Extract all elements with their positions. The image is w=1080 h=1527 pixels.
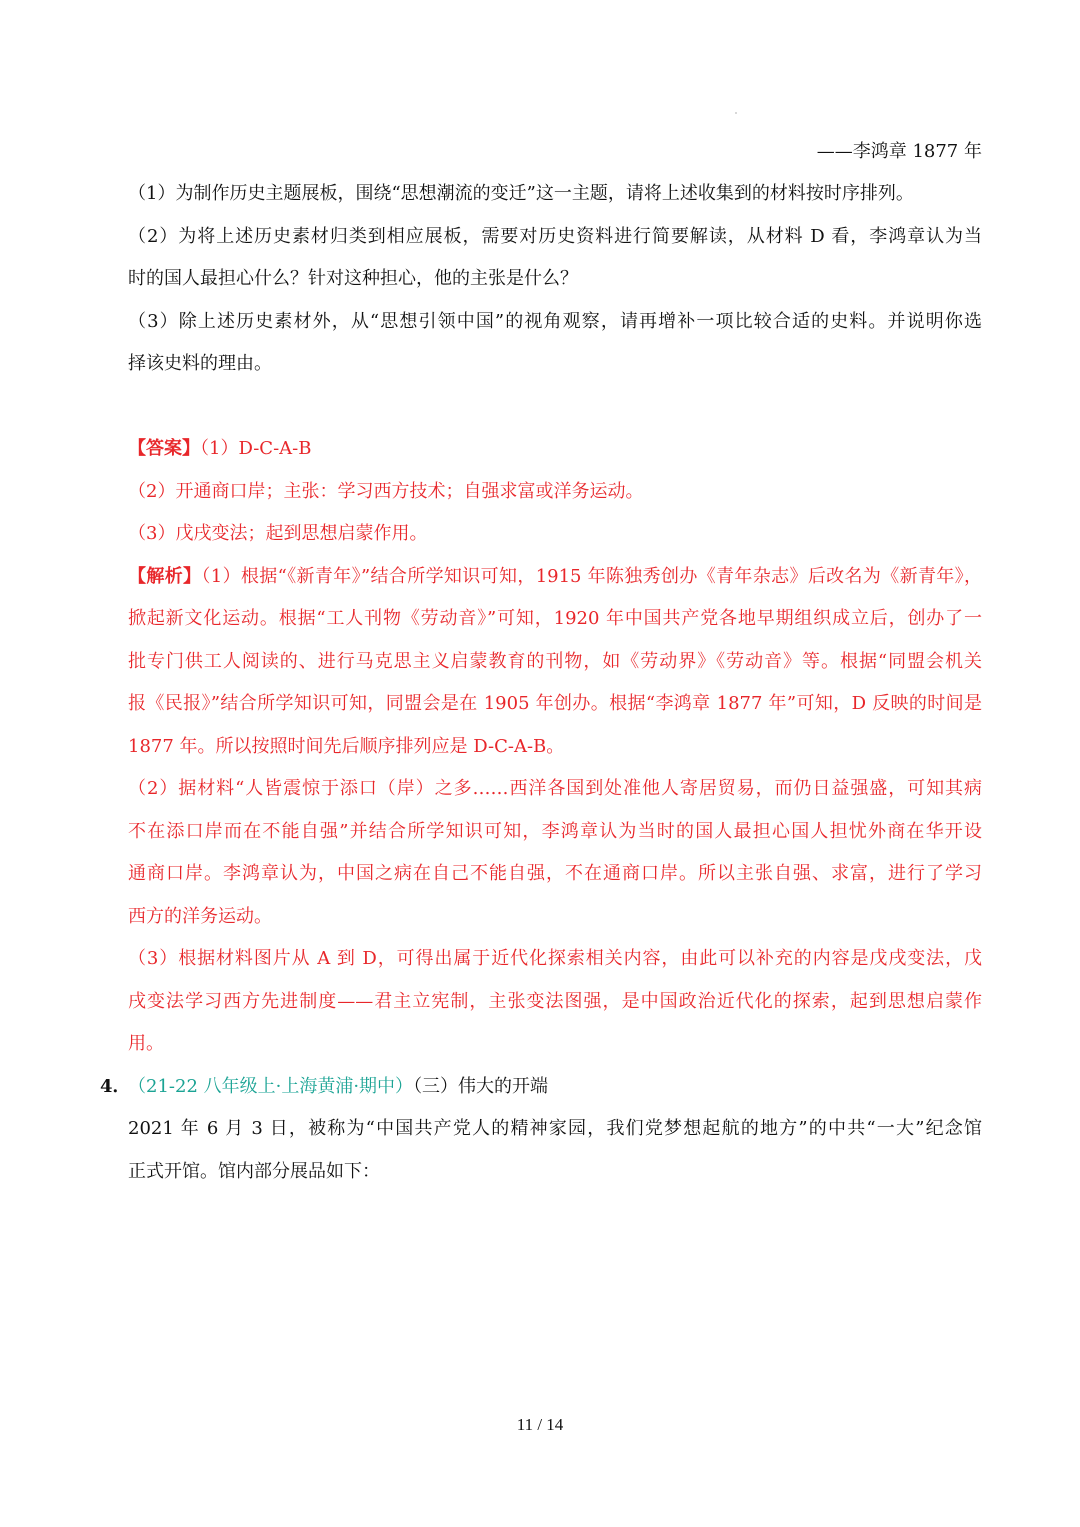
analysis-p2-line-2: 不在添口岸而在不能自强”并结合所学知识可知，李鸿章认为当时的国人最担心国人担忧外商在华开设 — [128, 821, 982, 842]
question-4-number: 4． — [100, 1076, 131, 1097]
analysis-label: 【解析】 — [128, 566, 202, 587]
analysis-p1-line-4: 报《民报》”结合所学知识可知，同盟会是在 1905 年创办。根据“李鸿章 1877 年”可知，D 反映的时间是 — [128, 693, 982, 714]
analysis-p3-line-1: （3）根据材料图片从 A 到 D，可得出属于近代化探索相关内容，由此可以补充的内容是戊戌变法，戊 — [128, 948, 982, 969]
question-4-line-1: 2021 年 6 月 3 日，被称为“中国共产党人的精神家园，我们党梦想起航的地方”的中共“一大”纪念馆 — [128, 1118, 982, 1139]
answer-label: 【答案】 — [128, 438, 200, 459]
question-4-header — [128, 1075, 982, 1099]
question-4-line-2: 正式开馆。馆内部分展品如下： — [128, 1161, 380, 1182]
analysis-p1-line-1-text: （1）根据“《新青年》”结合所学知识可知，1915 年陈独秀创办《青年杂志》后改名为《新青年》， — [201, 566, 983, 587]
answer-part-3: （3）戊戌变法；起到思想启蒙作用。 — [128, 523, 428, 544]
analysis-p3-line-3: 用。 — [128, 1033, 164, 1054]
analysis-p1-line-3: 批专门供工人阅读的、进行马克思主义启蒙教育的刊物，如《劳动界》《劳动音》等。根据“同盟会机关 — [128, 651, 982, 672]
analysis-p1-line-5: 1877 年。所以按照时间先后顺序排列应是 D-C-A-B。 — [128, 736, 565, 757]
analysis-p3-line-2: 戌变法学习西方先进制度——君主立宪制，主张变法图强，是中国政治近代化的探索，起到思想启蒙作 — [128, 991, 982, 1012]
analysis-p1-line-1 — [128, 565, 982, 589]
answer-part-1: （1）D-C-A-B — [200, 438, 312, 459]
question-part-1: （1）为制作历史主题展板，围绕“思想潮流的变迁”这一主题，请将上述收集到的材料按时序排列。 — [128, 183, 914, 204]
analysis-p2-line-3: 通商口岸。李鸿章认为，中国之病在自己不能自强，不在通商口岸。所以主张自强、求富，进行了学习 — [128, 863, 982, 884]
question-part-3-line-2: 择该史料的理由。 — [128, 353, 272, 374]
question-4-title: （三）伟大的开端 — [413, 1076, 549, 1097]
answer-part-2: （2）开通商口岸；主张：学习西方技术；自强求富或洋务运动。 — [128, 481, 644, 502]
question-part-3-line-1: （3）除上述历史素材外，从“思想引领中国”的视角观察，请再增补一项比较合适的史料。并说明你选 — [128, 311, 982, 332]
scan-speck — [735, 112, 737, 114]
question-part-2-line-1: （2）为将上述历史素材归类到相应展板，需要对历史资料进行简要解读，从材料 D 看，李鸿章认为当 — [128, 226, 982, 247]
analysis-p1-line-2: 掀起新文化运动。根据“工人刊物《劳动音》”可知，1920 年中国共产党各地早期组织成立后，创办了一 — [128, 608, 982, 629]
page-number: 11 / 14 — [516, 1415, 564, 1434]
analysis-p2-line-4: 西方的洋务运动。 — [128, 906, 272, 927]
answer-line-1 — [128, 437, 982, 461]
analysis-p2-line-1: （2）据材料“人皆震惊于添口（岸）之多……西洋各国到处准他人寄居贸易，而仍日益强盛，可知其病 — [128, 778, 982, 799]
source-attribution: ——李鸿章 1877 年 — [816, 141, 982, 162]
question-4-source: （21-22 八年级上·上海黄浦·期中） — [128, 1076, 414, 1097]
question-part-2-line-2: 时的国人最担心什么？针对这种担心，他的主张是什么？ — [128, 268, 578, 289]
